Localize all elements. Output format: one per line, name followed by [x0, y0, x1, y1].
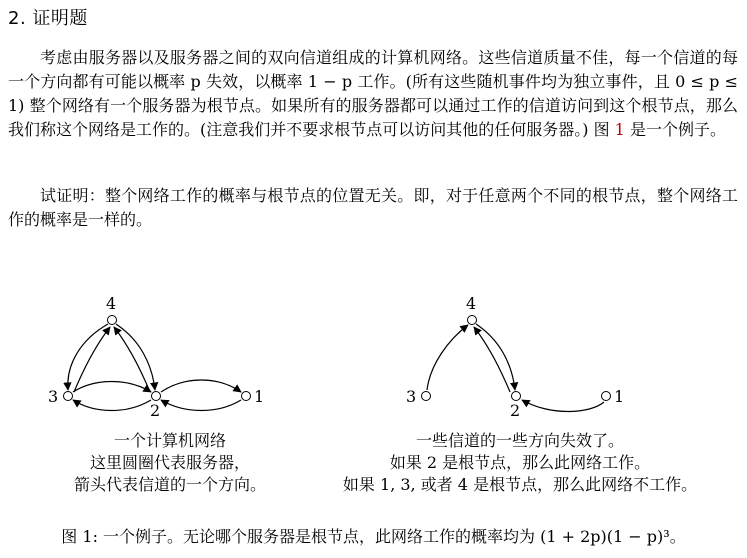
- right-graph-caption: [300, 430, 740, 496]
- problem-paragraph-1: [8, 46, 738, 142]
- problem-paragraph-2: 试证明：整个网络工作的概率与根节点的位置无关。即，对于任意两个不同的根节点，整个网络工作的概率是一样的。: [8, 186, 738, 229]
- left-caption-line-1: 一个计算机网络: [113, 431, 226, 450]
- figure-caption: 图 1: 一个例子。无论哪个服务器是根节点，此网络工作的概率均为 (1 + 2p)(1 − p)³。: [61, 527, 686, 546]
- left-node-1: [242, 392, 251, 401]
- left-node-3-label: 3: [48, 387, 59, 406]
- left-edge-2-to-3: [73, 400, 151, 411]
- right-node-4: [468, 316, 477, 325]
- right-node-4-label: 4: [466, 294, 477, 313]
- left-edge-4-to-2: [116, 324, 155, 390]
- right-caption-line-2: 如果 2 是根节点，那么此网络工作。: [389, 453, 651, 472]
- paragraph-1-text-a: 考虑由服务器以及服务器之间的双向信道组成的计算机网络。这些信道质量不佳，每一个信道的每一个方向都有可能以概率 p 失效，以概率 1 − p 工作。(所有这些随机事件均为独立事件，且 0 ≤ p ≤ 1) 整个网络有一个服务器为根节点。如果所有的服务器都可以通过工作的信道访问到这个根节点，那么我们称这个网络是工作的。(注意我们并不要求根节点可以访问其他的任何服务器。) 图: [8, 48, 738, 139]
- left-edge-3-to-2: [73, 382, 151, 393]
- left-caption-line-2: 这里圆圈代表服务器，: [89, 453, 250, 472]
- right-caption-line-1: 一些信道的一些方向失效了。: [415, 431, 624, 450]
- right-graph: [406, 294, 624, 420]
- right-edge-3-to-4: [427, 325, 468, 390]
- left-node-3: [64, 392, 73, 401]
- left-edge-4-to-3: [68, 324, 108, 390]
- right-node-1-label: 1: [614, 387, 625, 406]
- left-edge-1-to-2: [161, 400, 241, 411]
- right-edge-1-to-2: [522, 400, 604, 412]
- right-node-1: [602, 392, 611, 401]
- left-edge-2-to-1: [161, 380, 241, 392]
- left-node-2-label: 2: [150, 401, 161, 420]
- right-node-2-label: 2: [510, 401, 521, 420]
- section-heading: 2. 证明题: [8, 8, 88, 29]
- right-caption-line-3: 如果 1, 3, 或者 4 是根节点，那么此网络不工作。: [342, 475, 698, 494]
- right-node-3: [422, 392, 431, 401]
- left-node-2: [152, 392, 161, 401]
- left-graph-caption: [50, 430, 290, 496]
- right-node-2: [512, 392, 521, 401]
- paragraph-1-text-b: 是一个例子。: [624, 120, 726, 139]
- network-figure: [0, 290, 747, 420]
- right-node-3-label: 3: [406, 387, 417, 406]
- left-node-4: [108, 316, 117, 325]
- figure-reference-link[interactable]: 1: [614, 120, 625, 139]
- left-node-4-label: 4: [106, 294, 117, 313]
- left-graph: [48, 294, 264, 420]
- left-node-1-label: 1: [254, 387, 265, 406]
- left-caption-line-3: 箭头代表信道的一个方向。: [73, 475, 266, 494]
- right-edge-4-to-2: [476, 324, 515, 390]
